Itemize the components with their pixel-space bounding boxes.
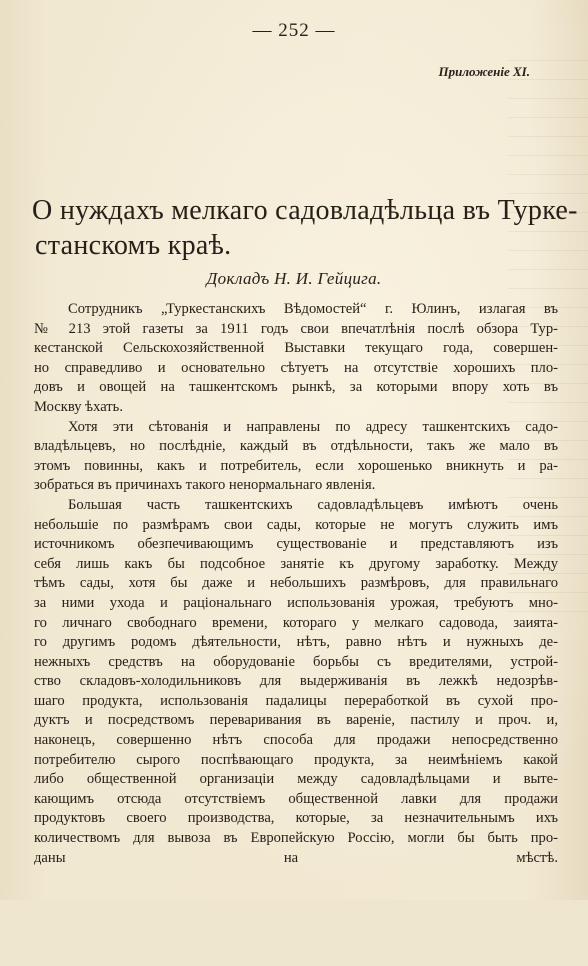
text-line: Большая часть ташкентскихъ садовладѣльцевъ имѣютъ очень	[68, 496, 558, 513]
text-line: тѣмъ сады, хотя бы даже и небольшихъ размѣровъ, для правильнаго	[34, 575, 558, 592]
text-line: го другимъ родомъ дѣятельности, нѣтъ, равно нѣтъ и нужныхъ де-	[34, 634, 558, 651]
text-line	[34, 868, 558, 888]
text-line: нежныхъ средствъ на оборудованіе борьбы съ вредителями, устрой-	[34, 653, 558, 670]
text-line: наконецъ, совершенно нѣтъ способа для продажи непосредственно	[34, 732, 558, 749]
text-line: источникомъ обезпечивающимъ существованіе и представляютъ изъ	[34, 536, 558, 553]
appendix-label: Приложеніе XI.	[438, 64, 530, 79]
paragraph-2	[34, 418, 558, 496]
text-line: го личнаго свободнаго времени, котораго у мелкаго садовода, заията-	[34, 614, 558, 631]
text-line: за ними ухода и раціональнаго использованія урожая, требуютъ мно-	[34, 594, 558, 611]
report-byline: Докладъ Н. И. Гейцига.	[206, 269, 382, 288]
text-line: небольшіе по размѣрамъ свои сады, которые не могутъ служить имъ	[34, 516, 558, 533]
page-number: — 252 —	[252, 20, 336, 41]
article-title	[32, 193, 578, 263]
text-line: шаго продукта, использованія падалицы переработкой въ сухой про-	[34, 692, 558, 709]
title-line-1: О нуждахъ мелкаго садовладѣльца въ Турке-	[32, 195, 578, 226]
text-line: зобраться въ причинахъ такого ненормальнаго явленія.	[34, 477, 376, 494]
text-line	[34, 947, 558, 966]
text-line: но справедливо и основательно сѣтуетъ на отсутствіе хорошихъ пло-	[34, 359, 558, 376]
text-line: довъ и овощей на ташкентскомъ рынкѣ, за которыми впору хоть въ	[34, 379, 558, 396]
text-line: кестанской Сельскохозяйственной Выставки текущаго года, совершен-	[34, 340, 558, 357]
text-line: Москву ѣхать.	[34, 398, 123, 415]
text-line	[34, 907, 558, 927]
text-line	[34, 927, 558, 947]
text-line: либо общественной организаціи между садовладѣльцами и выте-	[34, 771, 558, 788]
paragraph-1	[34, 300, 558, 418]
text-line: владѣльцевъ, но послѣдніе, каждый въ отдѣльности, такъ же мало въ	[34, 438, 558, 455]
text-line: себя лишь какъ бы подсобное занятіе къ другому заработку. Между	[34, 555, 558, 572]
text-line: Сотрудникъ „Туркестанскихъ Вѣдомостей“ г. Юлинъ, излагая въ	[68, 301, 558, 317]
text-line: Хотя эти сѣтованія и направлены по адресу ташкентскихъ садо-	[68, 418, 558, 435]
article-body	[34, 300, 558, 966]
title-line-2: станскомъ краѣ.	[35, 230, 232, 261]
text-line	[34, 888, 558, 908]
text-line: № 213 этой газеты за 1911 годъ свои впечатлѣнія послѣ обзора Тур-	[34, 320, 558, 337]
text-line: кающимъ отсюда отсутствіемъ общественной лавки для продажи	[34, 790, 558, 807]
text-line: количествомъ для вывоза въ Европейскую Россію, могли бы быть про-	[34, 830, 558, 847]
text-line: потребителю сырого поспѣвающаго продукта, за неимѣніемъ какой	[34, 751, 558, 768]
paragraph-3	[34, 496, 558, 966]
text-line: продуктовъ своего производства, которые, за незначительнымъ ихъ	[34, 810, 558, 827]
text-line: дуктъ и посредствомъ переваривания въ вареніе, пастилу и проч. и,	[34, 712, 558, 729]
text-line: ство складовъ-холодильниковъ для выдерживанія въ лежкѣ недозрѣв-	[34, 673, 558, 690]
text-line: этомъ повинны, какъ и потребитель, если хорошенько вникнуть и ра-	[34, 457, 558, 474]
text-line: даны на мѣстѣ.	[34, 849, 558, 866]
